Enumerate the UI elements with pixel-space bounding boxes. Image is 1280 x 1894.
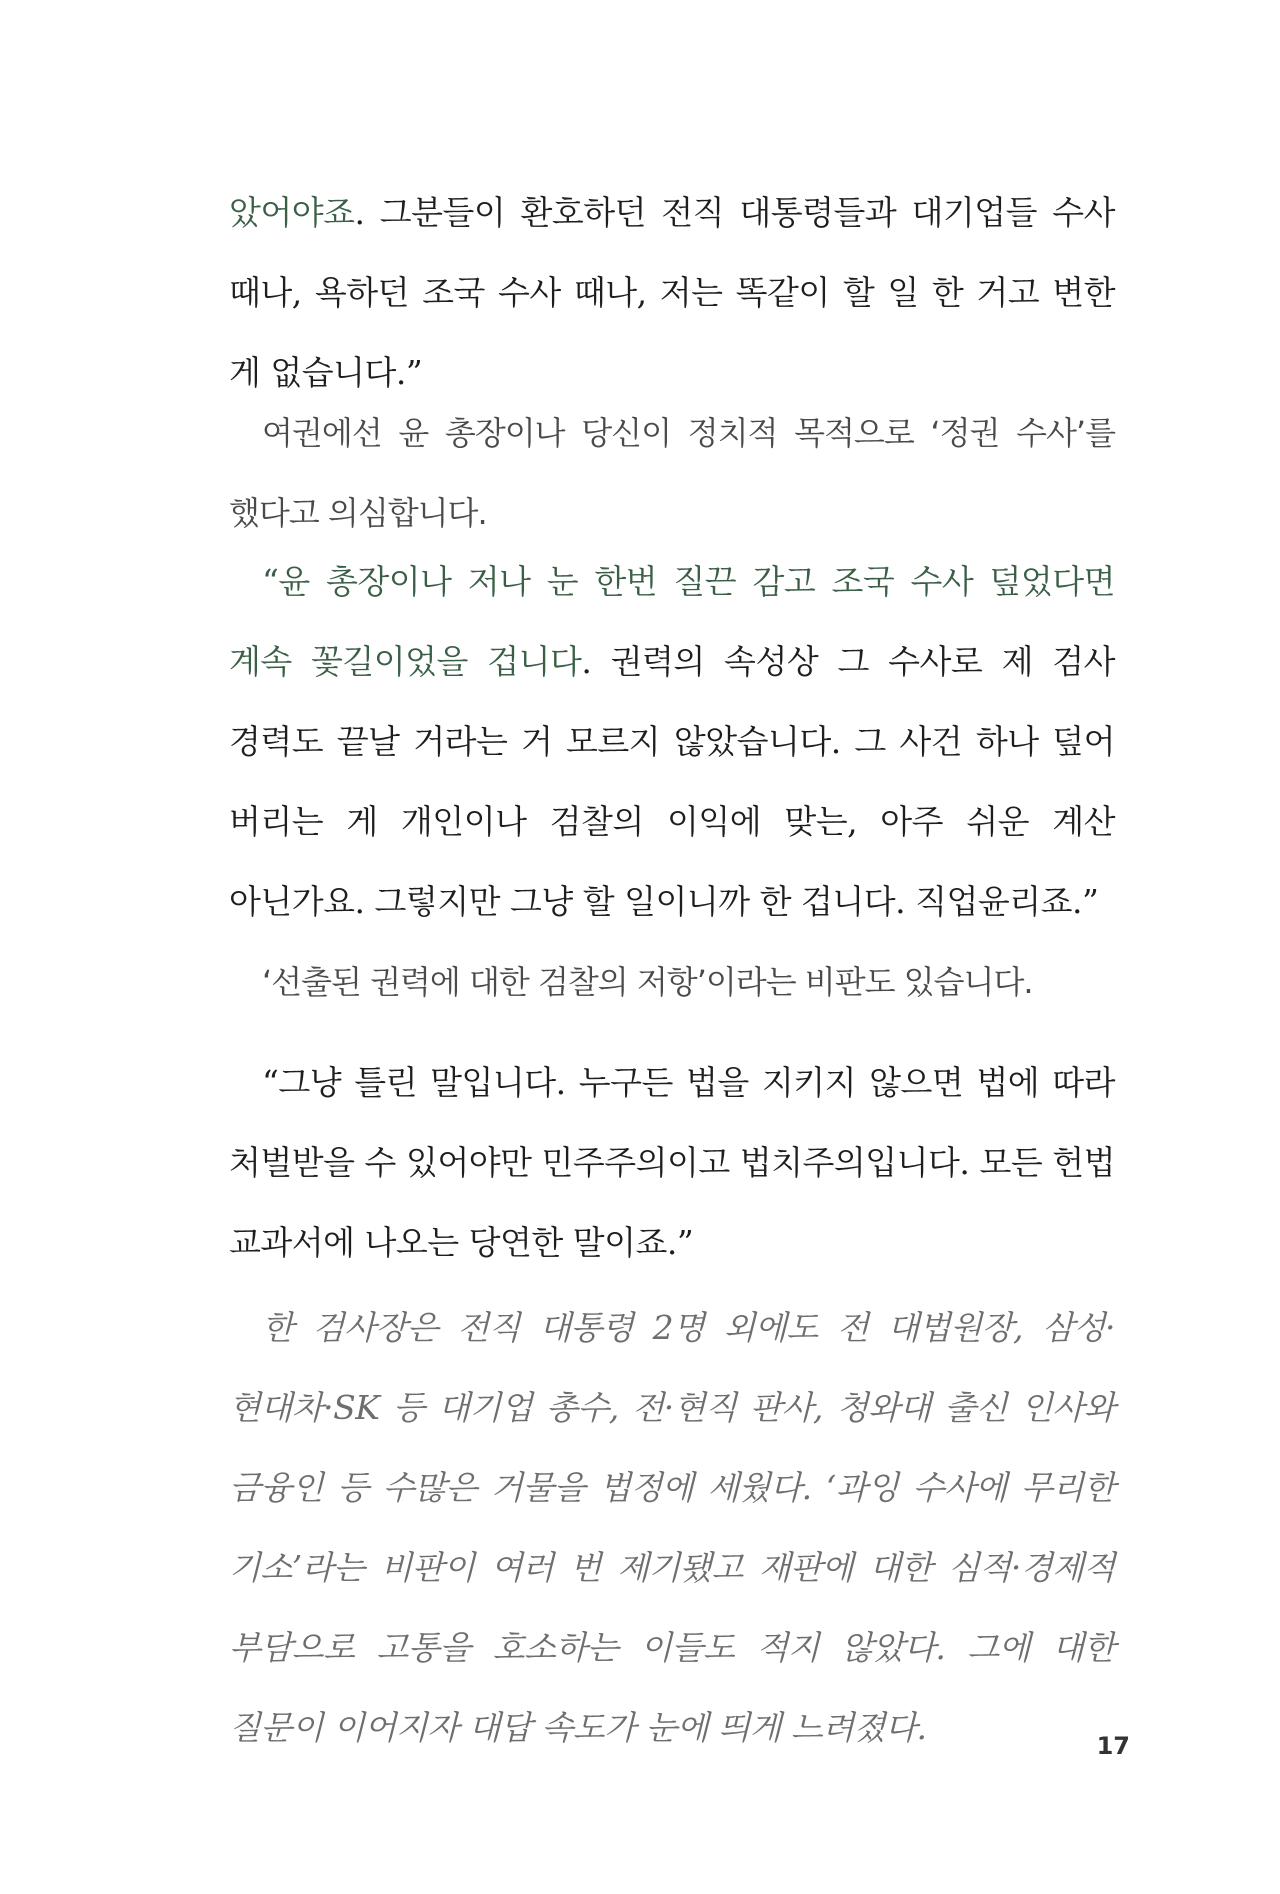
highlighted-text: 았어야죠 <box>229 193 355 232</box>
question-paragraph-2: ‘선출된 권력에 대한 검찰의 저항’이라는 비판도 있습니다. <box>262 963 1033 1001</box>
page-number: 17 <box>1096 1732 1130 1760</box>
narration-paragraph: 한 검사장은 전직 대통령 2명 외에도 전 대법원장, 삼성·현대차·SK 등 대기업 총수, 전·현직 판사, 청와대 출신 인사와 금융인 등 수많은 거물을 법정에 세웠다. ‘과잉 수사에 무리한 기소’라는 비판이 여러 번 제기됐고 재판에 대한 심적·경제적 부담으로 고통을 호소하는 이들도 적지 않았다. 그에 대한 질문이 이어지자 대답 속도가 눈에 띄게 느려졌다. <box>229 1308 1115 1747</box>
question-paragraph-1: 여권에선 윤 총장이나 당신이 정치적 목적으로 ‘정권 수사’를 했다고 의심합니다. <box>229 414 1115 532</box>
answer-paragraph-2 <box>229 542 1115 942</box>
answer-text: . 그분들이 환호하던 전직 대통령들과 대기업들 수사 때나, 욕하던 조국 수사 때나, 저는 똑같이 할 일 한 거고 변한 게 없습니다.” <box>229 193 1115 392</box>
answer-paragraph-1 <box>229 173 1115 413</box>
answer-text: . 권력의 속성상 그 수사로 제 검사 경력도 끝날 거라는 거 모르지 않았습니다. 그 사건 하나 덮어 버리는 게 개인이나 검찰의 이익에 맞는, 아주 쉬운 계산 아닌가요. 그렇지만 그냥 할 일이니까 한 겁니다. 직업윤리죠.” <box>229 642 1115 921</box>
highlighted-text: “윤 총장이나 저나 눈 한번 질끈 감고 조국 수사 덮었다면 계속 꽃길이었을 겁니다 <box>229 562 1115 681</box>
answer-paragraph-3: “그냥 틀린 말입니다. 누구든 법을 지키지 않으면 법에 따라 처벌받을 수 있어야만 민주주의이고 법치주의입니다. 모든 헌법 교과서에 나오는 당연한 말이죠.” <box>229 1063 1115 1262</box>
